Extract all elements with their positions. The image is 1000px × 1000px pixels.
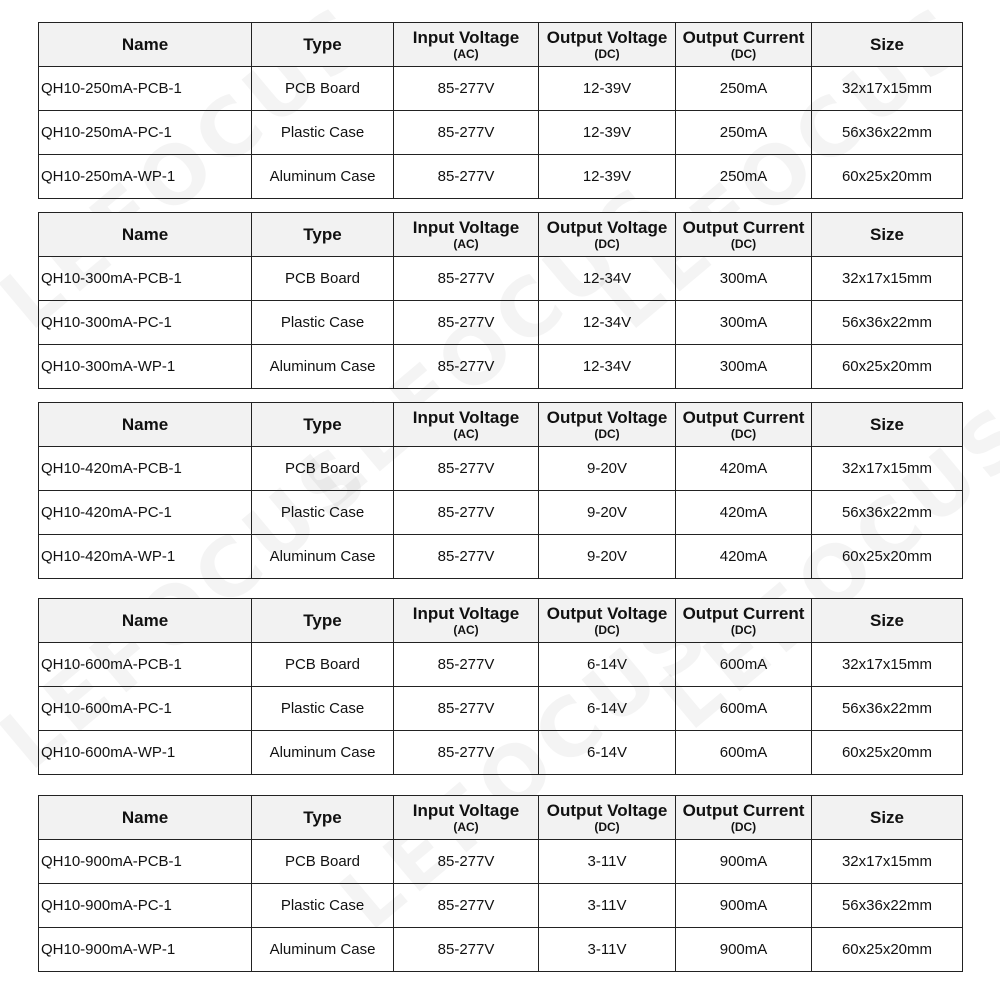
header-output-current-label: Output Current: [682, 217, 805, 237]
header-output-current-label: Output Current: [682, 800, 805, 820]
header-row: [39, 403, 963, 447]
cell-output-current: 900mA: [676, 928, 812, 972]
cell-type: PCB Board: [252, 257, 394, 301]
cell-name: QH10-250mA-PCB-1: [39, 67, 252, 111]
cell-output-voltage: 12-34V: [539, 257, 676, 301]
header-output-current-unit: (DC): [730, 426, 757, 441]
cell-input-voltage: 85-277V: [394, 884, 539, 928]
cell-output-voltage: 12-39V: [539, 155, 676, 199]
cell-output-voltage: 12-39V: [539, 67, 676, 111]
cell-name: QH10-600mA-PC-1: [39, 687, 252, 731]
header-output-voltage: [539, 213, 676, 257]
cell-type: Aluminum Case: [252, 928, 394, 972]
cell-output-voltage: 12-39V: [539, 111, 676, 155]
header-size: Size: [812, 403, 963, 447]
cell-size: 56x36x22mm: [812, 687, 963, 731]
spec-table-250ma: [38, 22, 963, 199]
header-input-voltage: [394, 599, 539, 643]
table-row: [39, 111, 963, 155]
header-size: Size: [812, 599, 963, 643]
cell-output-current: 250mA: [676, 111, 812, 155]
cell-type: PCB Board: [252, 840, 394, 884]
cell-size: 60x25x20mm: [812, 345, 963, 389]
cell-name: QH10-300mA-WP-1: [39, 345, 252, 389]
header-input-voltage: [394, 403, 539, 447]
cell-input-voltage: 85-277V: [394, 731, 539, 775]
cell-input-voltage: 85-277V: [394, 840, 539, 884]
header-input-voltage-label: Input Voltage: [412, 603, 520, 623]
header-output-voltage: [539, 796, 676, 840]
table-row: [39, 731, 963, 775]
cell-input-voltage: 85-277V: [394, 447, 539, 491]
spec-table-300ma: [38, 212, 963, 389]
cell-name: QH10-900mA-PCB-1: [39, 840, 252, 884]
header-name: Name: [39, 403, 252, 447]
header-output-voltage: [539, 599, 676, 643]
header-output-voltage-unit: (DC): [594, 426, 620, 441]
cell-size: 56x36x22mm: [812, 301, 963, 345]
header-output-voltage-label: Output Voltage: [546, 217, 668, 237]
cell-input-voltage: 85-277V: [394, 155, 539, 199]
header-type: Type: [252, 796, 394, 840]
header-output-voltage-unit: (DC): [594, 46, 620, 61]
cell-output-voltage: 3-11V: [539, 840, 676, 884]
table-row: [39, 884, 963, 928]
header-input-voltage-unit: (AC): [453, 622, 479, 637]
cell-type: PCB Board: [252, 447, 394, 491]
spec-table-900ma: [38, 795, 963, 972]
cell-name: QH10-300mA-PC-1: [39, 301, 252, 345]
cell-output-current: 300mA: [676, 301, 812, 345]
header-row: [39, 23, 963, 67]
cell-size: 32x17x15mm: [812, 447, 963, 491]
cell-input-voltage: 85-277V: [394, 928, 539, 972]
cell-output-current: 420mA: [676, 535, 812, 579]
header-output-voltage-label: Output Voltage: [546, 407, 668, 427]
header-input-voltage-label: Input Voltage: [412, 27, 520, 47]
cell-name: QH10-600mA-WP-1: [39, 731, 252, 775]
cell-type: Plastic Case: [252, 687, 394, 731]
cell-type: Plastic Case: [252, 111, 394, 155]
header-output-current-label: Output Current: [682, 27, 805, 47]
cell-input-voltage: 85-277V: [394, 111, 539, 155]
cell-name: QH10-250mA-PC-1: [39, 111, 252, 155]
cell-name: QH10-600mA-PCB-1: [39, 643, 252, 687]
cell-size: 60x25x20mm: [812, 155, 963, 199]
header-output-current-unit: (DC): [730, 46, 757, 61]
cell-output-voltage: 6-14V: [539, 731, 676, 775]
cell-size: 56x36x22mm: [812, 884, 963, 928]
cell-output-current: 250mA: [676, 67, 812, 111]
cell-type: PCB Board: [252, 643, 394, 687]
table-row: [39, 643, 963, 687]
cell-type: PCB Board: [252, 67, 394, 111]
header-type: Type: [252, 403, 394, 447]
header-row: [39, 796, 963, 840]
cell-size: 32x17x15mm: [812, 257, 963, 301]
header-output-voltage: [539, 23, 676, 67]
header-output-voltage-label: Output Voltage: [546, 603, 668, 623]
header-output-voltage: [539, 403, 676, 447]
header-name: Name: [39, 23, 252, 67]
header-type: Type: [252, 599, 394, 643]
header-output-current-label: Output Current: [682, 407, 805, 427]
cell-output-current: 250mA: [676, 155, 812, 199]
cell-output-current: 600mA: [676, 687, 812, 731]
header-output-current: [676, 599, 812, 643]
table-row: [39, 155, 963, 199]
header-input-voltage: [394, 796, 539, 840]
cell-input-voltage: 85-277V: [394, 687, 539, 731]
table-row: [39, 535, 963, 579]
cell-output-current: 300mA: [676, 345, 812, 389]
cell-output-voltage: 9-20V: [539, 447, 676, 491]
cell-output-voltage: 9-20V: [539, 535, 676, 579]
header-input-voltage-unit: (AC): [453, 46, 479, 61]
cell-name: QH10-420mA-PCB-1: [39, 447, 252, 491]
cell-size: 32x17x15mm: [812, 840, 963, 884]
cell-type: Aluminum Case: [252, 731, 394, 775]
header-input-voltage-label: Input Voltage: [412, 800, 520, 820]
table-row: [39, 257, 963, 301]
cell-size: 32x17x15mm: [812, 643, 963, 687]
cell-output-current: 420mA: [676, 491, 812, 535]
cell-output-voltage: 9-20V: [539, 491, 676, 535]
cell-output-current: 600mA: [676, 731, 812, 775]
cell-size: 60x25x20mm: [812, 731, 963, 775]
table-row: [39, 447, 963, 491]
cell-output-current: 420mA: [676, 447, 812, 491]
cell-name: QH10-420mA-WP-1: [39, 535, 252, 579]
cell-size: 60x25x20mm: [812, 535, 963, 579]
header-input-voltage: [394, 23, 539, 67]
cell-size: 60x25x20mm: [812, 928, 963, 972]
cell-size: 56x36x22mm: [812, 111, 963, 155]
header-output-current-unit: (DC): [730, 236, 757, 251]
cell-output-current: 300mA: [676, 257, 812, 301]
cell-output-voltage: 3-11V: [539, 928, 676, 972]
header-output-current: [676, 403, 812, 447]
header-output-voltage-label: Output Voltage: [546, 800, 668, 820]
header-output-voltage-unit: (DC): [594, 236, 620, 251]
header-size: Size: [812, 23, 963, 67]
cell-size: 56x36x22mm: [812, 491, 963, 535]
cell-type: Plastic Case: [252, 301, 394, 345]
table-row: [39, 928, 963, 972]
header-name: Name: [39, 796, 252, 840]
cell-input-voltage: 85-277V: [394, 345, 539, 389]
header-size: Size: [812, 213, 963, 257]
header-input-voltage: [394, 213, 539, 257]
header-input-voltage-unit: (AC): [453, 426, 479, 441]
cell-size: 32x17x15mm: [812, 67, 963, 111]
cell-input-voltage: 85-277V: [394, 301, 539, 345]
header-input-voltage-label: Input Voltage: [412, 217, 520, 237]
cell-input-voltage: 85-277V: [394, 257, 539, 301]
header-output-current-label: Output Current: [682, 603, 805, 623]
header-row: [39, 213, 963, 257]
header-type: Type: [252, 213, 394, 257]
cell-input-voltage: 85-277V: [394, 491, 539, 535]
cell-name: QH10-420mA-PC-1: [39, 491, 252, 535]
header-row: [39, 599, 963, 643]
cell-output-current: 600mA: [676, 643, 812, 687]
cell-output-voltage: 12-34V: [539, 301, 676, 345]
cell-input-voltage: 85-277V: [394, 67, 539, 111]
table-row: [39, 491, 963, 535]
header-size: Size: [812, 796, 963, 840]
table-row: [39, 345, 963, 389]
header-output-current: [676, 796, 812, 840]
cell-type: Plastic Case: [252, 491, 394, 535]
header-output-current: [676, 23, 812, 67]
cell-name: QH10-900mA-PC-1: [39, 884, 252, 928]
header-output-current: [676, 213, 812, 257]
cell-name: QH10-900mA-WP-1: [39, 928, 252, 972]
cell-input-voltage: 85-277V: [394, 535, 539, 579]
cell-output-voltage: 3-11V: [539, 884, 676, 928]
table-row: [39, 840, 963, 884]
header-output-current-unit: (DC): [730, 819, 757, 834]
cell-output-current: 900mA: [676, 840, 812, 884]
header-output-voltage-unit: (DC): [594, 622, 620, 637]
header-input-voltage-unit: (AC): [453, 819, 479, 834]
cell-type: Plastic Case: [252, 884, 394, 928]
cell-type: Aluminum Case: [252, 155, 394, 199]
table-row: [39, 67, 963, 111]
table-row: [39, 687, 963, 731]
cell-name: QH10-250mA-WP-1: [39, 155, 252, 199]
header-input-voltage-unit: (AC): [453, 236, 479, 251]
header-name: Name: [39, 213, 252, 257]
cell-type: Aluminum Case: [252, 535, 394, 579]
header-output-voltage-label: Output Voltage: [546, 27, 668, 47]
spec-table-420ma: [38, 402, 963, 579]
header-type: Type: [252, 23, 394, 67]
cell-type: Aluminum Case: [252, 345, 394, 389]
cell-output-voltage: 12-34V: [539, 345, 676, 389]
spec-table-600ma: [38, 598, 963, 775]
cell-output-voltage: 6-14V: [539, 643, 676, 687]
cell-name: QH10-300mA-PCB-1: [39, 257, 252, 301]
cell-input-voltage: 85-277V: [394, 643, 539, 687]
header-input-voltage-label: Input Voltage: [412, 407, 520, 427]
table-row: [39, 301, 963, 345]
header-output-current-unit: (DC): [730, 622, 757, 637]
header-name: Name: [39, 599, 252, 643]
cell-output-voltage: 6-14V: [539, 687, 676, 731]
cell-output-current: 900mA: [676, 884, 812, 928]
header-output-voltage-unit: (DC): [594, 819, 620, 834]
